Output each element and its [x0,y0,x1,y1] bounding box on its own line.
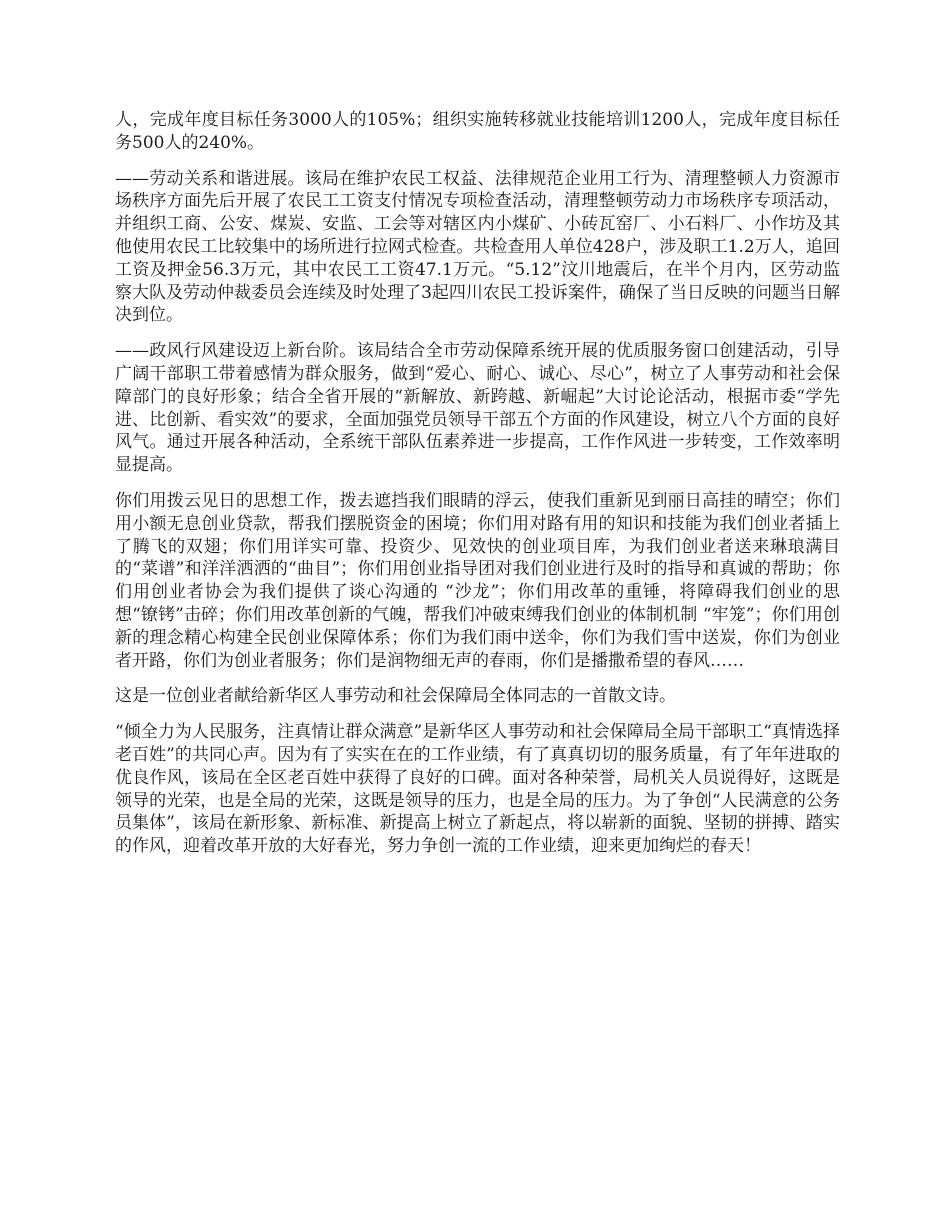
paragraph-labor-relations: ——劳动关系和谐进展。该局在维护农民工权益、法律规范企业用工行为、清理整顿人力资源市场秩序方面先后开展了农民工工资支付情况专项检查活动，清理整顿劳动力市场秩序专项活动，并组织工商、公安、煤炭、安监、工会等对辖区内小煤矿、小砖瓦窑厂、小石料厂、小作坊及其他使用农民工比较集中的场所进行拉网式检查。共检查用人单位428户，涉及职工1.2万人，追回工资及押金56.3万元，其中农民工工资47.1万元。“5.12”汶川地震后，在半个月内，区劳动监察大队及劳动仲裁委员会连续及时处理了3起四川农民工投诉案件，确保了当日反映的问题当日解决到位。 [115,168,840,326]
paragraph-prose-poem: 你们用拨云见日的思想工作，拨去遮挡我们眼睛的浮云，使我们重新见到丽日高挂的晴空；你们用小额无息创业贷款，帮我们摆脱资金的困境；你们用对路有用的知识和技能为我们创业者插上了腾飞的双翅；你们用详实可靠、投资少、见效快的创业项目库，为我们创业者送来琳琅满目的“菜谱”和洋洋洒洒的“曲目”；你们用创业指导团对我们创业进行及时的指导和真诚的帮助；你们用创业者协会为我们提供了谈心沟通的 “沙龙”；你们用改革的重锤，将障碍我们创业的思想“镣铐”击碎；你们用改革创新的气魄，帮我们冲破束缚我们创业的体制机制 “牢笼”；你们用创新的理念精心构建全民创业保障体系；你们为我们雨中送伞，你们为我们雪中送炭，你们为创业者开路，你们为创业者服务；你们是润物细无声的春雨，你们是播撒希望的春风…… [115,490,840,671]
paragraph-conclusion: “倾全力为人民服务，注真情让群众满意”是新华区人事劳动和社会保障局全局干部职工“真情选择老百姓”的共同心声。因为有了实实在在的工作业绩，有了真真切切的服务质量，有了年年进取的优良作风，该局在全区老百姓中获得了良好的口碑。面对各种荣誉，局机关人员说得好，这既是领导的光荣，也是全局的光荣，这既是领导的压力，也是全局的压力。为了争创“人民满意的公务员集体”，该局在新形象、新标准、新提高上树立了新起点，将以崭新的面貌、坚韧的拼搏、踏实的作风，迎着改革开放的大好春光，努力争创一流的工作业绩，迎来更加绚烂的春天！ [115,722,840,857]
paragraph-work-style: ——政风行风建设迈上新台阶。该局结合全市劳动保障系统开展的优质服务窗口创建活动，引导广阔干部职工带着感情为群众服务，做到“爱心、耐心、诚心、尽心”，树立了人事劳动和社会保障部门的良好形象；结合全省开展的“新解放、新跨越、新崛起”大讨论论活动，根据市委“学先进、比创新、看实效”的要求，全面加强党员领导干部五个方面的作风建设，树立八个方面的良好风气。通过开展各种活动，全系统干部队伍素养进一步提高，工作作风进一步转变，工作效率明显提高。 [115,341,840,476]
document-page [115,109,840,871]
paragraph-employment-training: 人，完成年度目标任务3000人的105%；组织实施转移就业技能培训1200人，完成年度目标任务500人的240%。 [115,110,840,153]
paragraph-poem-attribution: 这是一位创业者献给新华区人事劳动和社会保障局全体同志的一首散文诗。 [115,686,676,707]
